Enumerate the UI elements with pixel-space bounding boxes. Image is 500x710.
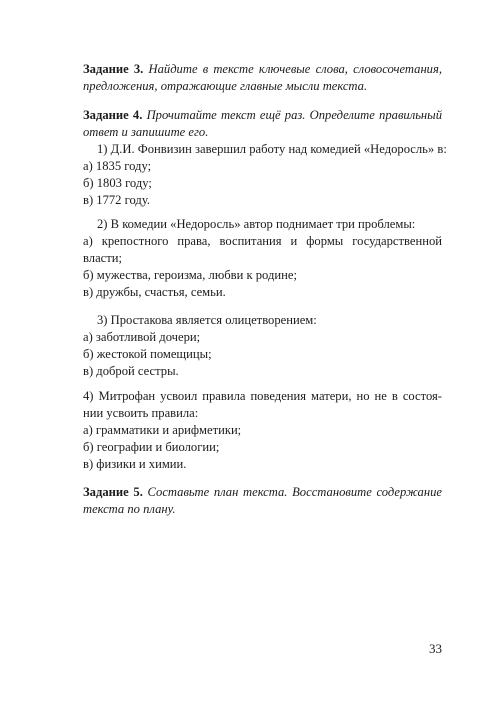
task-4-label: Задание 4. [83,108,143,122]
question-2-option-c: в) дружбы, счастья, семьи. [83,285,226,299]
question-1 [83,141,447,209]
task-5-text: Составьте план текста. Восстановите содержание текста по плану. [83,485,442,516]
task-4-paragraph [83,107,442,141]
question-2-option-a: а) крепостного права, воспитания и формы государственной власти; [83,234,442,265]
question-2-option-b: б) мужества, героизма, любви к родине; [83,268,297,282]
question-4 [83,388,442,473]
document-page [83,0,447,710]
task-4-text: Прочитайте текст ещё раз. Определите правильный ответ и запишите его. [83,108,443,139]
question-4-option-a: а) грамматики и арифметики; [83,423,242,437]
question-1-text: 1) Д.И. Фонвизин завершил работу над комедией «Недоросль» в: [97,142,447,156]
task-3-paragraph [83,61,442,95]
task-3-text: Найдите в тексте ключевые слова, словосочетания, предложения, отражающие главные мысли текста. [83,62,442,93]
task-3 [83,61,442,95]
question-1-option-b: б) 1803 году; [83,176,152,190]
page-number: 33 [429,641,442,656]
task-4 [83,107,442,141]
task-5-label: Задание 5. [83,485,143,499]
task-3-label: Задание 3. [83,62,144,76]
question-4-text-line-2: нии усвоить правила: [83,406,199,420]
task-5-paragraph [83,484,442,518]
question-3-option-c: в) доброй сестры. [83,364,179,378]
question-2 [83,216,442,301]
question-1-option-c: в) 1772 году. [83,193,151,207]
question-4-option-c: в) физики и химии. [83,457,187,471]
question-4-text-line-1: 4) Митрофан усвоил правила поведения матери, но не в состоя- [83,389,442,403]
question-3-option-a: а) заботливой дочери; [83,330,201,344]
task-5 [83,484,442,518]
question-3 [83,312,442,380]
question-4-option-b: б) географии и биологии; [83,440,220,454]
question-2-text: 2) В комедии «Недоросль» автор поднимает три проблемы: [97,217,416,231]
question-1-option-a: а) 1835 году; [83,159,152,173]
question-3-option-b: б) жестокой помещицы; [83,347,212,361]
question-3-text: 3) Простакова является олицетворением: [97,313,317,327]
